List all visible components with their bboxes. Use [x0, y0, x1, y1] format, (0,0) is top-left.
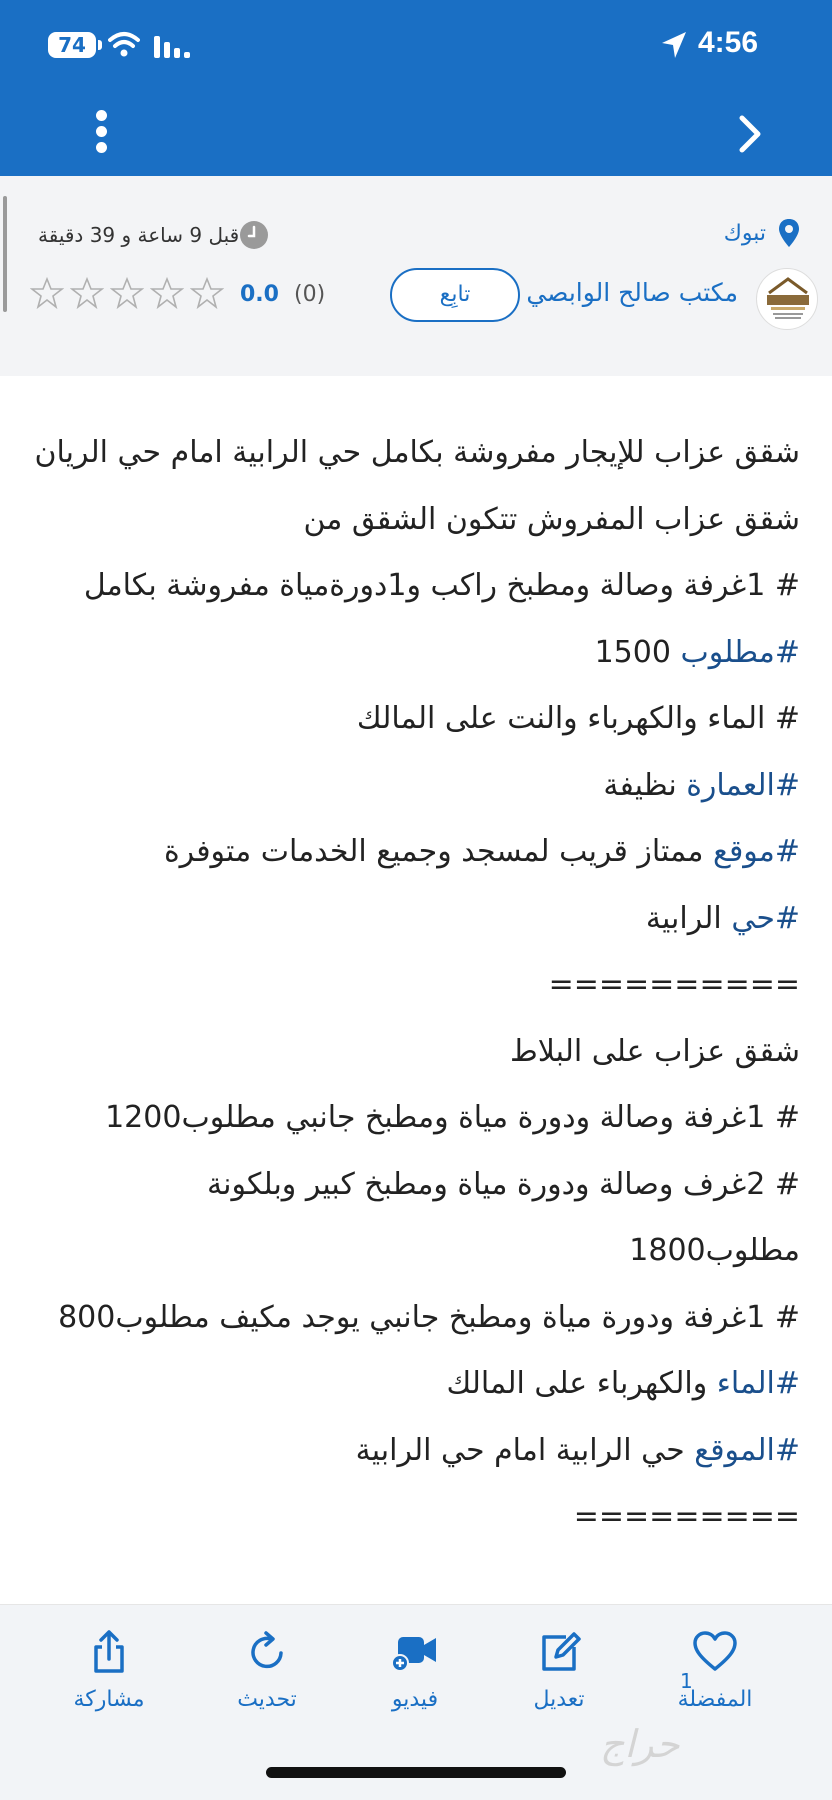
heart-icon [692, 1629, 738, 1675]
office-logo-icon [757, 269, 818, 330]
body-line: #الماء والكهرباء على المالك [446, 1366, 800, 1401]
chevron-right-icon[interactable] [736, 112, 766, 156]
body-line: # 2غرف وصالة ودورة مياة ومطبخ كبير وبلكونة [207, 1166, 800, 1202]
favorite-button[interactable] [660, 1629, 770, 1712]
battery-indicator: 74 [48, 32, 96, 58]
watermark-logo: حراج [600, 1722, 680, 1766]
star-empty-icon [70, 276, 104, 310]
city-name[interactable]: تبوك [723, 220, 766, 246]
hashtag-link[interactable]: #موقع [712, 834, 800, 869]
rating-stars [30, 276, 230, 310]
time-ago-text: قبل 9 ساعة و 39 دقيقة [38, 223, 240, 247]
hashtag-link[interactable]: #الموقع [694, 1432, 800, 1468]
rating-count: (0) [294, 282, 326, 307]
body-line: #مطلوب 1500 [594, 634, 800, 670]
hashtag-link[interactable]: #العمارة [686, 767, 800, 803]
edit-label: تعديل [533, 1687, 585, 1712]
star-empty-icon [30, 276, 64, 310]
video-add-icon [392, 1629, 438, 1675]
location-pin-icon [778, 218, 800, 248]
status-bar [0, 22, 832, 72]
body-line: #الموقع حي الرابية امام حي الرابية [355, 1432, 800, 1468]
share-icon [86, 1629, 132, 1675]
location-arrow-icon [660, 30, 688, 60]
clock-icon [239, 220, 269, 250]
more-vertical-icon[interactable] [94, 110, 110, 158]
share-label: مشاركة [73, 1687, 145, 1712]
office-avatar[interactable] [756, 268, 818, 330]
body-line: ========== [548, 967, 800, 1002]
city-row[interactable] [724, 218, 800, 248]
home-indicator[interactable] [266, 1767, 566, 1778]
post-time [38, 220, 283, 250]
clock-time: 4:56 [698, 26, 759, 59]
star-empty-icon [110, 276, 144, 310]
body-line: شقق عزاب للإيجار مفروشة بكامل حي الرابية امام حي الريان [34, 435, 800, 470]
app-header [0, 0, 832, 176]
office-name[interactable]: مكتب صالح الوابصي [526, 278, 738, 307]
star-empty-icon [190, 276, 224, 310]
follow-button[interactable]: تابِع [390, 268, 520, 322]
scroll-indicator [3, 196, 7, 312]
refresh-label: تحديث [237, 1687, 297, 1712]
rating-value: 0.0 [240, 282, 279, 307]
post-body [20, 420, 800, 1551]
body-line: # 1غرفة وصالة ودورة مياة ومطبخ جانبي مطلوب1200 [105, 1100, 800, 1135]
hashtag-link[interactable]: #مطلوب [680, 634, 800, 670]
body-line: مطلوب1800 [629, 1233, 800, 1268]
body-line: #موقع ممتاز قريب لمسجد وجميع الخدمات متوفرة [163, 834, 800, 869]
refresh-button[interactable] [212, 1629, 322, 1712]
video-label: فيديو [391, 1687, 439, 1712]
post-info-panel [0, 176, 832, 376]
body-line: # الماء والكهرباء والنت على المالك [356, 701, 800, 736]
body-line: # 1غرفة ودورة مياة ومطبخ جانبي يوجد مكيف مطلوب800 [58, 1299, 800, 1335]
hashtag-link[interactable]: #حي [731, 900, 800, 936]
wifi-icon [108, 30, 140, 58]
body-line: # 1غرفة وصالة ومطبخ راكب و1دورةمياة مفروشة بكامل [83, 568, 800, 603]
star-empty-icon [150, 276, 184, 310]
refresh-icon [244, 1629, 290, 1675]
edit-button[interactable] [504, 1629, 614, 1712]
hashtag-link[interactable]: #الماء [716, 1366, 800, 1401]
body-line: #حي الرابية [645, 900, 800, 936]
body-line: شقق عزاب المفروش تتكون الشقق من [303, 501, 800, 537]
video-button[interactable] [360, 1629, 470, 1712]
signal-icon [154, 32, 194, 58]
body-line: ========= [573, 1499, 800, 1534]
share-button[interactable] [54, 1629, 164, 1712]
favorite-label: المفضلة [677, 1687, 753, 1712]
body-line: شقق عزاب على البلاط [510, 1033, 800, 1069]
favorite-count: 1 [680, 1669, 693, 1693]
body-line: #العمارة نظيفة [603, 767, 800, 803]
edit-icon [536, 1629, 582, 1675]
